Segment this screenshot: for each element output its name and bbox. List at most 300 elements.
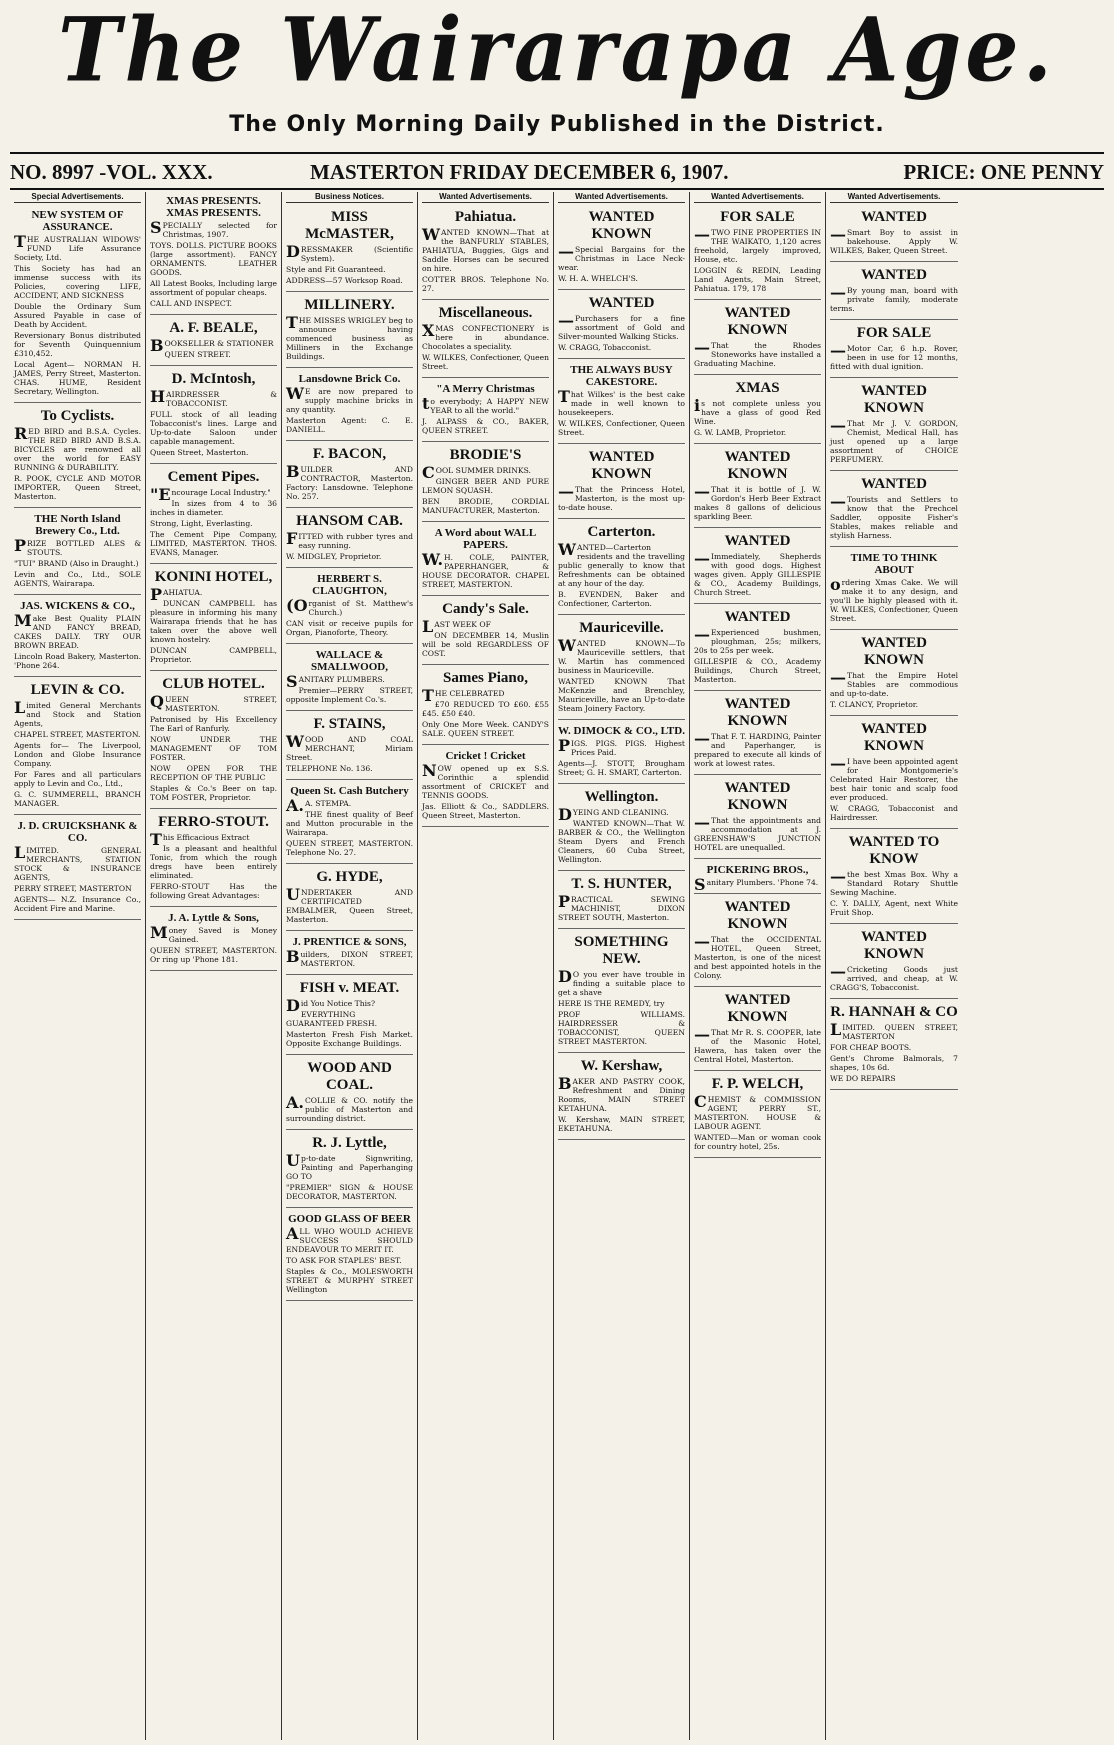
ad-text: HERE IS THE REMEDY, try (558, 999, 665, 1008)
ad-title: XMAS (735, 380, 780, 396)
column-heading: Special Advertisements. (14, 192, 141, 203)
advertisement (286, 646, 413, 711)
ad-text: This Efficacious Extract (150, 830, 250, 849)
ad-text: BUILDER AND CONTRACTOR, Masterton. Factory: Lansdowne. Telephone No. 257. (286, 462, 413, 501)
ad-text: FITTED with rubber tyres and easy running. (286, 529, 413, 550)
ad-title: PICKERING BROS., (706, 864, 809, 876)
ad-text: COOL SUMMER DRINKS. (422, 463, 531, 482)
ad-text: TELEPHONE No. 136. (286, 764, 373, 773)
ad-text: Make Best Quality PLAIN AND FANCY BREAD, CAKES DAILY. TRY OUR BROWN BREAD. (14, 611, 141, 650)
ad-text: "TUI" BRAND (Also in Draught.) (14, 559, 139, 568)
ad-title: R. J. Lyttle, (312, 1135, 387, 1151)
ad-text: A.A. STEMPA. (286, 796, 352, 815)
ad-title: F. P. WELCH, (711, 1076, 804, 1092)
ad-text: XMAS CONFECTIONERY is here in abundance. Chocolates a speciality. (422, 321, 549, 351)
ad-title: FERRO-STOUT. (158, 814, 269, 830)
advertisement (558, 361, 685, 444)
advertisement (558, 1055, 685, 1140)
column-6 (690, 192, 826, 1740)
ad-text: to everybody; A HAPPY NEW YEAR to all the world." (422, 394, 549, 415)
ad-text: GILLESPIE & CO., Academy Buildings, Church Street, Masterton. (694, 657, 821, 684)
ad-title: J. D. CRUICKSHANK & CO. (17, 820, 138, 844)
ad-text: W.H. COLE, PAINTER, PAPERHANGER, & HOUSE DECORATOR. CHAPEL STREET, MASTERTON. (422, 550, 549, 589)
advertisement (694, 1073, 821, 1158)
ad-text: Levin and Co., Ltd., SOLE AGENTS, Wairarapa. (14, 570, 141, 588)
advertisement (830, 264, 958, 320)
ad-text: QUEEN STREET, MASTERTON. (150, 692, 277, 713)
ad-title: FOR SALE (856, 325, 932, 341)
advertisement (558, 521, 685, 615)
advertisement (286, 713, 413, 780)
ad-title: WANTED (724, 533, 791, 549)
ad-text: Limited General Merchants and Stock and Station Agents, (14, 698, 141, 728)
newspaper-title: The Wairarapa Age. (57, 0, 1056, 102)
column-heading: Wanted Advertisements. (422, 192, 549, 203)
advertisement (14, 597, 141, 677)
advertisement (422, 598, 549, 665)
ad-text: WOOD AND COAL MERCHANT, Miriam Street. (286, 732, 413, 762)
advertisement (422, 302, 549, 378)
ad-title: WANTED TO KNOW (848, 834, 940, 867)
issue-date: MASTERTON FRIDAY DECEMBER 6, 1907. (310, 160, 729, 184)
ad-text: THE finest quality of Beef and Mutton procurable in the Wairarapa. (286, 810, 413, 837)
advertisement (694, 777, 821, 859)
ad-title: WANTED KNOWN (724, 899, 791, 932)
ad-text: Sanitary Plumbers. 'Phone 74. (694, 875, 819, 894)
ad-text: —That the appointments and accommodation at J. GREENSHAW'S JUNCTION HOTEL are unequalled. (694, 813, 821, 852)
advertisement (14, 405, 141, 508)
ad-title: R. HANNAH & CO (830, 1004, 958, 1020)
ad-title: WALLACE & SMALLWOOD, (311, 649, 388, 673)
ad-text: (Organist of St. Matthew's Church.) (286, 596, 413, 617)
ad-text: This Society has had an immense success with its Policies, covering LIFE, ACCIDENT, AND SICKNESS (14, 264, 141, 300)
ad-text: WANTED KNOWN—To Mauriceville settlers, that W. Martin has commenced business in Mauriceville. (558, 636, 685, 675)
ad-text: —Immediately, Shepherds with good dogs. Highest wages given. Apply GILLESPIE & CO., Academy Buildings, Church Street. (694, 549, 821, 597)
ad-text: W. WILKES, Confectioner, Queen Street. (558, 419, 686, 437)
ad-text: Up-to-date Signwriting, Painting and Paperhanging GO TO (286, 1151, 413, 1181)
column-heading: Wanted Advertisements. (558, 192, 685, 203)
ad-text: LIMITED. GENERAL MERCHANTS, STATION STOCK & INSURANCE AGENTS, (14, 843, 141, 882)
ad-text: WANTED KNOWN—That W. BARBER & CO., the Wellington Steam Dyers and French Cleaners, 60 Cuba Street, Wellington. (558, 819, 685, 864)
advertisement (830, 380, 958, 471)
advertisement (150, 673, 277, 809)
column-heading: Business Notices. (286, 192, 413, 203)
ad-text: —I have been appointed agent for Montgomerie's Celebrated Hair Restorer, the best hair tonic and scalp food ever produced. (830, 754, 958, 802)
ad-text: PRACTICAL SEWING MACHINIST, DIXON STREET SOUTH, Masterton. (558, 892, 685, 922)
ad-title: Mauriceville. (579, 620, 664, 636)
ad-text: —Experienced bushmen, ploughman, 25s; milkers, 20s to 25s per week. (694, 625, 821, 655)
ad-text: CAN visit or receive pupils for Organ, Pianoforte, Theory. (286, 619, 413, 637)
advertisement (558, 873, 685, 929)
ad-title: MILLINERY. (304, 297, 395, 313)
ad-title: WANTED KNOWN (861, 721, 927, 754)
advertisement (694, 302, 821, 375)
ad-text: TO ASK FOR STAPLES' BEST. (286, 1256, 402, 1265)
ad-title: F. STAINS, (313, 716, 386, 732)
advertisement (286, 1210, 413, 1301)
ad-title: Queen St. Cash Butchery (290, 785, 409, 797)
advertisement (14, 679, 141, 815)
column-2 (146, 192, 282, 1740)
ad-text: THE AUSTRALIAN WIDOWS' FUND Life Assurance Society, Ltd. (14, 232, 141, 262)
ad-text: Premier—PERRY STREET, opposite Implement Co.'s. (286, 686, 413, 704)
advertisement (694, 377, 821, 444)
ad-title: HANSOM CAB. (296, 513, 403, 529)
advertisement (14, 817, 141, 920)
advertisement (558, 931, 685, 1053)
ad-title: Carterton. (587, 524, 656, 540)
ad-text: NOW opened up ex S.S. Corinthic a splendid assortment of CRICKET and TENNIS GOODS. (422, 761, 549, 800)
ad-title: A. F. BEALE, (169, 320, 258, 336)
ad-text: QUEEN STREET, MASTERTON. Telephone No. 27. (286, 839, 413, 857)
ad-title: WANTED (861, 267, 927, 283)
issue-number: NO. 8997 -VOL. XXX. (10, 160, 213, 184)
ad-text: All Latest Books, Including large assortment of popular cheaps. (150, 279, 277, 297)
advertisement (830, 322, 958, 378)
ad-text: B. EVENDEN, Baker and Confectioner, Carterton. (558, 590, 685, 608)
ad-text: Strong, Light, Everlasting. (150, 519, 253, 528)
ad-text: FULL stock of all leading Tobacconist's lines. Large and Up-to-date Saloon under capable management. (150, 410, 277, 446)
ad-title: THE ALWAYS BUSY CAKESTORE. (570, 364, 673, 388)
ad-text: QUEEN STREET. (164, 350, 231, 359)
ad-title: LEVIN & CO. (30, 682, 125, 698)
ad-text: "Encourage Local Industry." (150, 485, 271, 504)
ad-text: TOYS. DOLLS. PICTURE BOOKS (large assortment). FANCY ORNAMENTS. LEATHER GOODS. (150, 241, 277, 277)
ad-title: WOOD AND COAL. (307, 1060, 392, 1093)
ad-text: DO you ever have trouble in finding a suitable place to get a shave (558, 967, 685, 997)
ad-text: PIGS. PIGS. PIGS. Highest Prices Paid. (558, 736, 685, 757)
ad-title: WANTED KNOWN (724, 780, 791, 813)
ad-title: WANTED KNOWN (861, 635, 927, 668)
ad-text: BAKER AND PASTRY COOK, Refreshment and Dining Rooms, MAIN STREET KETAHUNA. (558, 1074, 685, 1113)
ad-text: In sizes from 4 to 36 inches in diameter. (150, 499, 277, 517)
column-7 (826, 192, 962, 1740)
advertisement (150, 317, 277, 366)
ad-text: EVERYTHING GUARANTEED FRESH. (286, 1010, 377, 1028)
ad-text: —Tourists and Settlers to know that the Prechcel Saddler, opposite Fisher's Stables, makes reliable and stylish Harness. (830, 492, 958, 540)
ad-title: SOMETHING NEW. (574, 934, 669, 967)
ad-title: W. Kershaw, (580, 1058, 663, 1074)
dateline-rule (10, 188, 1104, 190)
ad-text: Patronised by His Excellency The Earl of Ranfurly. (150, 715, 277, 733)
ad-title: WANTED KNOWN (588, 209, 655, 242)
ad-text: BEN BRODIE, CORDIAL MANUFACTURER, Masterton. (422, 497, 549, 515)
ad-title: TIME TO THINK ABOUT (850, 552, 938, 576)
ad-text: ON DECEMBER 14, Muslin will be sold REGARDLESS OF COST. (422, 631, 549, 658)
ad-text: WE are now prepared to supply machine bricks in any quantity. (286, 384, 413, 414)
ad-title: WANTED (724, 609, 791, 625)
ad-text: DUNCAN CAMPBELL, Proprietor. (150, 646, 277, 664)
ad-title: NEW SYSTEM OF ASSURANCE. (31, 209, 124, 233)
advertisement (422, 747, 549, 827)
ad-text: PERRY STREET, MASTERTON (14, 884, 132, 893)
ad-text: Money Saved is Money Gained. (150, 923, 277, 944)
ad-text: NOW OPEN FOR THE RECEPTION OF THE PUBLIC (150, 764, 277, 782)
ad-title: JAS. WICKENS & CO., (20, 600, 135, 612)
ad-text: PRIZE BOTTLED ALES & STOUTS. (14, 536, 141, 557)
ad-text: —That Mr R. S. COOPER, late of the Masonic Hotel, Hawera, has taken over the Central Hotel, Masterton. (694, 1025, 821, 1064)
ad-title: T. S. HUNTER, (571, 876, 672, 892)
ad-text: £70 REDUCED TO £60. £55 £45. £50 £40. (422, 700, 549, 718)
advertisement (558, 292, 685, 359)
ad-text: —Motor Car, 6 h.p. Rover, been in use for 12 months, fitted with dual ignition. (830, 341, 958, 371)
ad-title: THE North Island Brewery Co., Ltd. (34, 513, 121, 537)
ad-text: DRESSMAKER (Scientific System). (286, 242, 413, 263)
ad-text: Queen Street, Masterton. (150, 448, 249, 457)
ad-text: QUEEN STREET, MASTERTON. Or ring up 'Phone 181. (150, 946, 277, 964)
advertisement (422, 444, 549, 522)
advertisement (558, 446, 685, 519)
ad-title: D. McIntosh, (171, 371, 256, 387)
ad-text: WANTED KNOWN That McKenzie and Brenchley, Mauriceville, have an Up-to-date Steam Joinery Factory. (558, 677, 685, 713)
ad-text: CHEMIST & COMMISSION AGENT, PERRY ST., MASTERTON. HOUSE & LABOUR AGENT. (694, 1092, 821, 1131)
advertisement (286, 570, 413, 644)
ad-text: —Purchasers for a fine assortment of Gold and Silver-mounted Walking Sticks. (558, 311, 685, 341)
column-heading: Wanted Advertisements. (694, 192, 821, 203)
ad-text: FERRO-STOUT Has the following Great Advantages: (150, 882, 277, 900)
ad-text: —Special Bargains for the Christmas in Lace Neck-wear. (558, 242, 685, 272)
advertisement (694, 446, 821, 528)
issue-price: PRICE: ONE PENNY (903, 160, 1104, 184)
ad-text: CHAPEL STREET, MASTERTON. (14, 730, 141, 739)
ad-text: Did You Notice This? (286, 996, 376, 1015)
ad-text: G. W. LAMB, Proprietor. (694, 428, 787, 437)
ad-title: FISH v. MEAT. (299, 980, 400, 996)
ad-text: The Cement Pipe Company, LIMITED, MASTERTON. THOS. EVANS, Manager. (150, 530, 277, 557)
column-4 (418, 192, 554, 1740)
advertisement (286, 1057, 413, 1130)
ad-text: ordering Xmas Cake. We will make it to any design, and you'll be highly pleased with it. W. WILKES, Confectioner, Queen Street. (830, 575, 958, 623)
ad-text: —Cricketing Goods just arrived, and cheap, at W. CRAGG'S, Tobacconist. (830, 962, 958, 992)
ad-title: WANTED KNOWN (861, 383, 927, 416)
ad-text: Double the Ordinary Sum Assured Payable in case of Death by Accident. (14, 302, 141, 329)
advertisement (422, 667, 549, 745)
ad-text: —That Mr J. V. GORDON, Chemist, Medical Hall, has just opened up a large assortment of CHOICE PERFUMERY. (830, 416, 958, 464)
advertisement (150, 811, 277, 907)
ad-title: To Cyclists. (40, 408, 115, 424)
ad-title: WANTED KNOWN (861, 929, 927, 962)
advertisement (558, 786, 685, 871)
ad-text: T. CLANCY, Proprietor. (830, 700, 918, 709)
advertisement (694, 896, 821, 987)
ad-text: Masterton Fresh Fish Market. Opposite Exchange Buildings. (286, 1030, 413, 1048)
advertisement (694, 530, 821, 604)
ad-text: That Wilkes' is the best cake made in well known to housekeepers. (558, 387, 685, 417)
ad-text: WANTED KNOWN—That at the BANFURLY STABLES, PAHIATUA, Buggies, Gigs and Saddle Horses can be secured on hire. (422, 225, 549, 273)
ad-title: A Word about WALL PAPERS. (434, 527, 537, 551)
ad-text: R. POOK, CYCLE AND MOTOR IMPORTER, Queen Street, Masterton. (14, 474, 141, 501)
ad-title: CLUB HOTEL. (162, 676, 265, 692)
advertisement (286, 370, 413, 441)
ad-text: "PREMIER" SIGN & HOUSE DECORATOR, MASTERTON. (286, 1183, 413, 1201)
tagline: The Only Morning Daily Published in the District. (229, 112, 885, 137)
advertisement (286, 977, 413, 1055)
advertisement (286, 933, 413, 975)
column-5 (554, 192, 690, 1740)
ad-text: —That the Princess Hotel, Masterton, is the most up-to-date house. (558, 482, 685, 512)
advertisement (694, 693, 821, 775)
ad-text: J. ALPASS & CO., BAKER, QUEEN STREET. (422, 417, 549, 435)
ad-title: HERBERT S. CLAUGHTON, (312, 573, 387, 597)
ad-text: THE CELEBRATED (422, 686, 505, 705)
advertisement (558, 206, 685, 290)
ad-text: Local Agent— NORMAN H. JAMES, Perry Street, Masterton. CHAS. HUME, Resident Secretary, Wellington. (14, 360, 141, 396)
ad-text: —By young man, board with private family, moderate terms. (830, 283, 958, 313)
ad-title: Candy's Sale. (442, 601, 529, 617)
ad-text: Is a pleasant and healthful Tonic, from which the rough dregs have been entirely eliminated. (150, 844, 277, 880)
ad-text: LOGGIN & REDIN, Leading Land Agents, Main Street, Pahiatua. 179, 178 (694, 266, 821, 293)
advertisement (694, 989, 821, 1071)
ad-title: Miscellaneous. (438, 305, 533, 321)
ad-text: COTTER BROS. Telephone No. 27. (422, 275, 549, 293)
advertisement (830, 718, 958, 829)
ad-text: SPECIALLY selected for Christmas, 1907. (150, 218, 277, 239)
ad-text: W. CRAGG, Tobacconist and Hairdresser. (830, 804, 958, 822)
ad-title: WANTED KNOWN (724, 696, 791, 729)
advertisement (830, 1001, 958, 1090)
ad-title: KONINI HOTEL, (154, 569, 273, 585)
ad-text: Staples & Co.'s Beer on tap. TOM FOSTER, Proprietor. (150, 784, 277, 802)
ad-text: W. MIDGLEY, Proprietor. (286, 552, 382, 561)
ad-text: PAHIATUA. (150, 585, 203, 604)
ad-text: NOW UNDER THE MANAGEMENT OF TOM FOSTER. (150, 735, 277, 762)
ad-text: LIMITED. QUEEN STREET, MASTERTON (830, 1020, 958, 1041)
ad-text: Staples & Co., MOLESWORTH STREET & MURPHY STREET Wellington (286, 1267, 413, 1294)
columns (10, 192, 1104, 1740)
ad-title: GOOD GLASS OF BEER (288, 1213, 411, 1225)
advertisement (286, 1132, 413, 1208)
ad-text: —the best Xmas Box. Why a Standard Rotary Shuttle Sewing Machine. (830, 867, 958, 897)
ad-text: W. WILKES, Confectioner, Queen Street. (422, 353, 550, 371)
ad-text: AGENTS— N.Z. Insurance Co., Accident Fire and Marine. (14, 895, 141, 913)
ad-text: For Fares and all particulars apply to Levin and Co., Ltd., (14, 770, 141, 788)
ad-text: Only One More Week. CANDY'S SALE. QUEEN STREET. (422, 720, 549, 738)
ad-text: WANTED—Carterton residents and the travelling public generally to know that Refreshments can be obtained at any hour of the day. (558, 540, 685, 588)
ad-text: C. Y. DALLY, Agent, next White Fruit Shop. (830, 899, 958, 917)
advertisement (830, 632, 958, 716)
ad-text: RED BIRD and B.S.A. Cycles. THE RED BIRD AND B.S.A. BICYCLES are renowned all over the world for EASY RUNNING & DURABILITY. (14, 424, 141, 472)
advertisement (694, 206, 821, 300)
advertisement (150, 466, 277, 564)
ad-text: Reversionary Bonus distributed for Seventh Quinquennium £310,452. (14, 331, 141, 358)
ad-title: J. PRENTICE & SONS, (292, 936, 407, 948)
ad-text: —That the Rhodes Stoneworks have installed a Graduating Machine. (694, 338, 821, 368)
column-3 (282, 192, 418, 1740)
advertisement (14, 510, 141, 595)
advertisement (14, 206, 141, 403)
ad-text: WANTED—Man or woman cook for country hotel, 25s. (694, 1133, 821, 1151)
advertisement (150, 566, 277, 671)
ad-text: LAST WEEK OF (422, 617, 491, 636)
advertisement (422, 380, 549, 442)
advertisement (694, 606, 821, 691)
advertisement (150, 368, 277, 464)
ad-text: G. C. SUMMERELL, BRANCH MANAGER. (14, 790, 141, 808)
ad-text: WE DO REPAIRS (830, 1074, 896, 1083)
advertisement (150, 909, 277, 971)
ad-text: BOOKSELLER & STATIONER (150, 336, 274, 355)
advertisement (286, 510, 413, 568)
advertisement (422, 206, 549, 300)
ad-title: FOR SALE (720, 209, 795, 225)
ad-title: F. BACON, (312, 446, 387, 462)
column-heading: Wanted Advertisements. (830, 192, 958, 203)
ad-title: Cement Pipes. (167, 469, 260, 485)
ad-text: —That the Empire Hotel Stables are commodious and up-to-date. (830, 668, 958, 698)
ad-text: Lincoln Road Bakery, Masterton. 'Phone 264. (14, 652, 141, 670)
ad-text: —That it is bottle of J. W. Gordon's Herb Beer Extract makes 8 gallons of delicious sparkling Beer. (694, 482, 821, 521)
ad-title: Pahiatua. (454, 209, 517, 225)
advertisement (830, 831, 958, 924)
ad-text: Agents—J. STOTT, Brougham Street; G. H. SMART, Carterton. (558, 759, 685, 777)
ad-title: J. A. Lyttle & Sons, (168, 912, 259, 924)
ad-title: WANTED KNOWN (724, 449, 791, 482)
advertisement (286, 782, 413, 864)
ad-text: A.COLLIE & CO. notify the public of Masterton and surrounding district. (286, 1093, 413, 1123)
dateline (10, 160, 1104, 186)
advertisement (830, 206, 958, 262)
advertisement (286, 294, 413, 368)
ad-text: —That the OCCIDENTAL HOTEL, Queen Street, Masterton, is one of the nicest and best appointed hotels in the Colony. (694, 932, 821, 980)
advertisement (286, 443, 413, 508)
ad-text: —TWO FINE PROPERTIES IN THE WAIKATO, 1,120 acres freehold, largely improved, House, etc. (694, 225, 821, 264)
ad-title: Wellington. (584, 789, 659, 805)
ad-text: HAIRDRESSER & TOBACCONIST. (150, 387, 277, 408)
ad-title: BRODIE'S (449, 447, 522, 463)
advertisement (830, 926, 958, 999)
ad-title: G. HYDE, (316, 869, 383, 885)
ad-text: W. H. A. WHELCH'S. (558, 274, 638, 283)
ad-title: WANTED (861, 209, 927, 225)
advertisement (558, 617, 685, 720)
ad-text: Agents for— The Liverpool, London and Globe Insurance Company. (14, 741, 141, 768)
ad-title: MISS McMASTER, (305, 209, 394, 242)
ad-text: ADDRESS—57 Worksop Road. (286, 276, 403, 285)
advertisement (150, 192, 277, 315)
ad-text: SANITARY PLUMBERS. (286, 672, 385, 691)
ad-text: W. CRAGG, Tobacconist. (558, 343, 652, 352)
advertisement (286, 866, 413, 931)
ad-text: —Smart Boy to assist in bakehouse. Apply W. WILKES, Baker, Queen Street. (830, 225, 958, 255)
ad-text: Jas. Elliott & Co., SADDLERS. Queen Street, Masterton. (422, 802, 549, 820)
advertisement (558, 722, 685, 784)
ad-text: THE MISSES WRIGLEY beg to announce having commenced business as Milliners in the Exchange Buildings. (286, 313, 413, 361)
advertisement (830, 473, 958, 547)
column-1 (10, 192, 146, 1740)
ad-text: PROF WILLIAMS. HAIRDRESSER & TOBACCONIST, QUEEN STREET MASTERTON. (558, 1010, 685, 1046)
ad-title: Cricket ! Cricket (445, 750, 526, 762)
ad-title: WANTED KNOWN (724, 305, 791, 338)
ad-text: DYEING AND CLEANING. (558, 805, 669, 824)
ad-title: "A Merry Christmas (436, 383, 535, 395)
top-rule (10, 152, 1104, 154)
ad-title: Sames Piano, (442, 670, 528, 686)
ad-text: is not complete unless you have a glass of good Red Wine. (694, 396, 821, 426)
ad-title: WANTED KNOWN (588, 449, 655, 482)
ad-title: W. DIMOCK & CO., LTD. (558, 725, 685, 737)
ad-text: Gent's Chrome Balmorals, 7 shapes, 10s 6d. (830, 1054, 958, 1072)
ad-text: ALL WHO WOULD ACHIEVE SUCCESS SHOULD ENDEAVOUR TO MERIT IT. (286, 1224, 413, 1254)
ad-title: WANTED (588, 295, 655, 311)
ad-text: FOR CHEAP BOOTS. (830, 1043, 912, 1052)
advertisement (286, 206, 413, 292)
ad-text: CALL AND INSPECT. (150, 299, 233, 308)
ad-title: WANTED (861, 476, 927, 492)
advertisement (694, 861, 821, 894)
ad-text: —That F. T. HARDING, Painter and Paperhanger, is prepared to execute all kinds of work at lowest rates. (694, 729, 821, 768)
ad-text: Builders, DIXON STREET, MASTERTON. (286, 947, 413, 968)
ad-title: WANTED KNOWN (724, 992, 791, 1025)
